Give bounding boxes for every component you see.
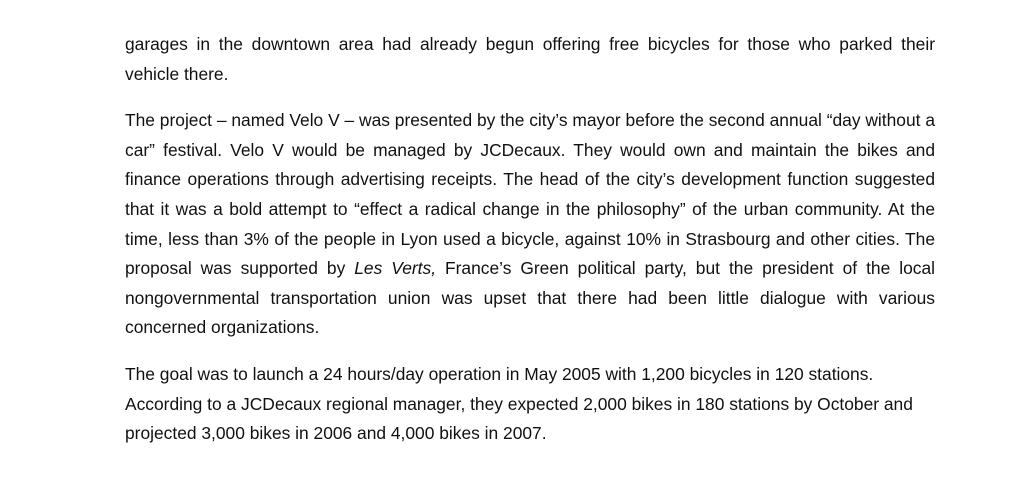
les-verts-italic: Les Verts, (354, 258, 437, 279)
paragraph-velo-v-project (125, 106, 935, 343)
paragraph-garages: garages in the downtown area had already begun offering free bicycles for those who parked their vehicle there. (125, 34, 935, 84)
paragraph-goal: The goal was to launch a 24 hours/day operation in May 2005 with 1,200 bicycles in 120 stations. According to a JCDecaux regional manager, they expected 2,000 bikes in 180 stations by October and projected 3,000 bikes in 2006 and 4,000 bikes in 2007. (125, 363, 913, 444)
paragraph-velo-v-text-after: France’s Green political party, but the president of the local nongovernmental transportation union was upset that there had been little dialogue with various concerned organizations. (125, 258, 935, 338)
document-page (125, 30, 935, 449)
paragraph-velo-v-text-before: The project – named Velo V – was presented by the city’s mayor before the second annual “day without a car” festival. Velo V would be managed by JCDecaux. They would own and maintain the bikes and finance operations through advertising receipts. The head of the city’s development function suggested that it was a bold attempt to “effect a radical change in the philosophy” of the urban community. At the time, less than 3% of the people in Lyon used a bicycle, against 10% in Strasbourg and other cities. The proposal was supported by (125, 110, 935, 279)
